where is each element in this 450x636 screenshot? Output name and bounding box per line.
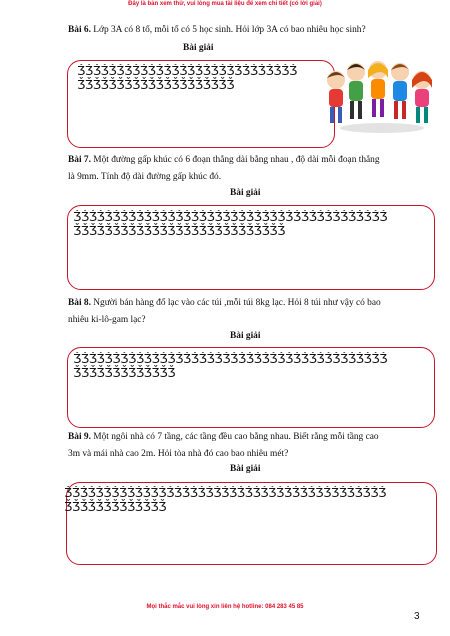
- problem-8-text-line1: Người bán hàng đổ lạc vào các túi ,mỗi túi 8kg lạc. Hỏi 8 túi như vậy có bao: [93, 298, 381, 308]
- problem-7-solution-title: Bài giải: [230, 188, 261, 198]
- problem-6: [68, 22, 428, 39]
- child-figure: [391, 63, 409, 119]
- problem-8-label: Bài 8.: [68, 298, 91, 308]
- problem-7-label: Bài 7.: [68, 155, 91, 165]
- child-figure: [368, 61, 388, 117]
- child-figure: [412, 71, 432, 123]
- answer-line: ǮǮǮǮǮǮǮǮǮǮǮǮǮǮǮǮǮǮǮǮǮǮǮǮǮǮǮǮǮǮǮǮǮǮǮǮǮǮǮǮǮ: [64, 486, 386, 500]
- child-figure: [327, 71, 345, 123]
- child-figure: [347, 63, 365, 119]
- problem-8: [68, 295, 428, 329]
- problem-7-answer-lines: [73, 210, 433, 238]
- problem-9: [68, 429, 428, 463]
- problem-7: [68, 152, 428, 186]
- answer-line: ǮǮǮǮǮǮǮǮǮǮǮǮǮǮǮǮǮǮǮǮǮǮǮǮǮǮǮ: [73, 223, 286, 238]
- problem-9-label: Bài 9.: [68, 432, 91, 442]
- answer-line: ǮǮǮǮǮǮǮǮǮǮǮǮǮǮǮǮǮǮǮǮǮǮǮǮǮǮǮǮ: [77, 64, 297, 78]
- hotline-footer: Mọi thắc mắc vui lòng xin liên hệ hotline: 084 283 45 85: [146, 604, 304, 610]
- problem-7-text-line1: Một đường gấp khúc có 6 đoạn thẳng dài bằng nhau , độ dài mỗi đoạn thẳng: [93, 155, 380, 165]
- problem-6-solution-title: Bài giải: [183, 43, 214, 53]
- answer-line: ǮǮǮǮǮǮǮǮǮǮǮǮǮ: [64, 499, 167, 514]
- problem-6-label: Bài 6.: [68, 25, 91, 35]
- problem-6-answer-lines: [77, 64, 347, 92]
- problem-9-solution-title: Bài giải: [230, 464, 261, 474]
- problem-8-text-line2: nhiêu ki-lô-gam lạc?: [68, 315, 146, 325]
- answer-line: ǮǮǮǮǮǮǮǮǮǮǮǮǮǮǮǮǮǮǮǮ: [77, 77, 235, 92]
- problem-8-answer-lines: [73, 352, 433, 380]
- problem-6-text: Lớp 3A có 8 tổ, mỗi tổ có 5 học sinh. Hỏi lớp 3A có bao nhiêu học sinh?: [93, 25, 366, 35]
- children-illustration: [322, 58, 442, 136]
- problem-9-text-line2: 3m và mái nhà cao 2m. Hỏi tòa nhà đó cao bao nhiêu mét?: [68, 449, 289, 459]
- problem-8-solution-title: Bài giải: [230, 331, 261, 341]
- page-number: 3: [414, 611, 420, 622]
- problem-7-text-line2: là 9mm. Tính độ dài đường gấp khúc đó.: [68, 172, 222, 182]
- problem-9-text-line1: Một ngôi nhà có 7 tầng, các tầng đều cao bằng nhau. Biết rằng mỗi tầng cao: [93, 432, 379, 442]
- problem-9-answer-lines: [64, 486, 436, 514]
- answer-line: ǮǮǮǮǮǮǮǮǮǮǮǮǮǮǮǮǮǮǮǮǮǮǮǮǮǮǮǮǮǮǮǮǮǮǮǮǮǮǮǮ: [73, 352, 388, 366]
- preview-notice: Đây là bản xem thử, vui lòng mua tài liệu để xem chi tiết (có lời giải): [128, 1, 322, 7]
- answer-line: ǮǮǮǮǮǮǮǮǮǮǮǮǮǮǮǮǮǮǮǮǮǮǮǮǮǮǮǮǮǮǮǮǮǮǮǮǮǮǮǮ: [73, 210, 388, 224]
- answer-line: ǮǮǮǮǮǮǮǮǮǮǮǮǮ: [73, 365, 176, 380]
